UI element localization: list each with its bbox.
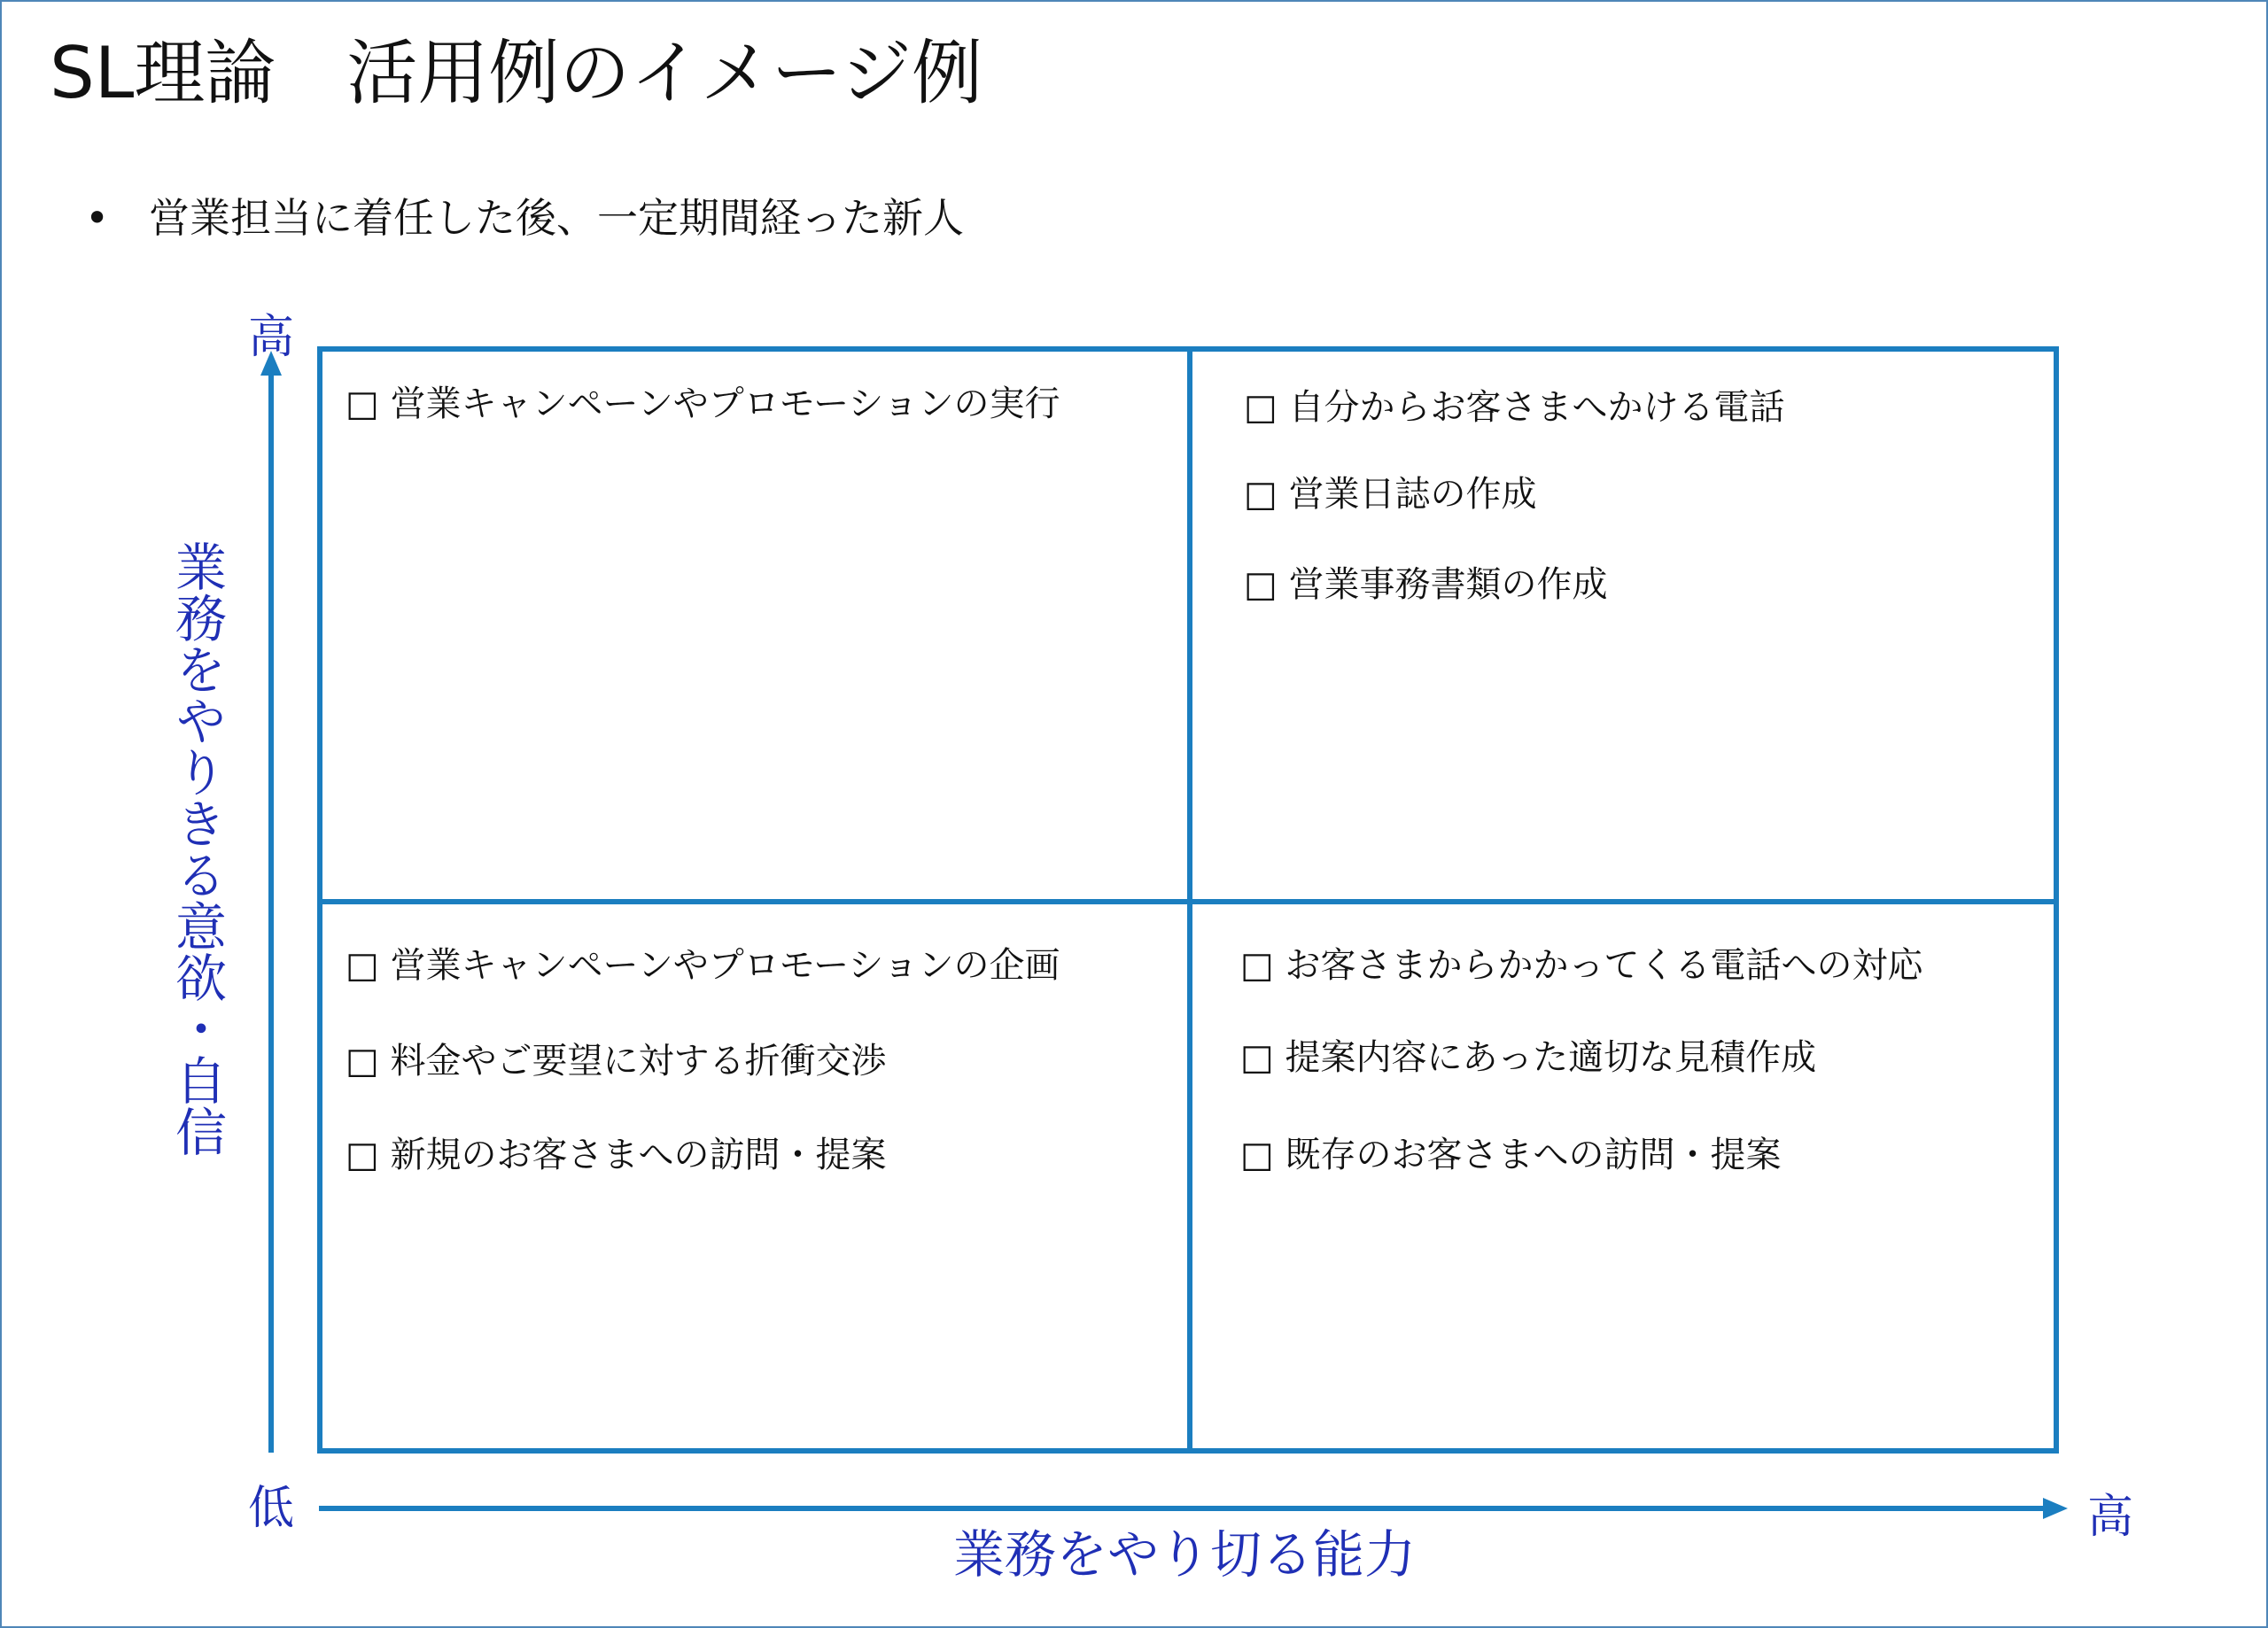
quadrant-top-right: [1244, 384, 1785, 608]
quadrant-bottom-right: [1240, 942, 1923, 1178]
checklist-item: □ 新規のお客さまへの訪問・提案: [346, 1135, 887, 1175]
matrix-horizontal-divider: [317, 899, 2059, 904]
checklist-item: □ 営業キャンペーンやプロモーションの実行: [346, 384, 1060, 424]
checklist-item: □ 提案内容にあった適切な見積作成: [1240, 1037, 1817, 1078]
checklist-item: □ 営業事務書類の作成: [1244, 564, 1608, 605]
checklist-item: □ お客さまからかかってくる電話への対応: [1240, 945, 1923, 986]
checklist-item: □ 料金やご要望に対する折衝交渉: [346, 1041, 887, 1081]
origin-low-label: 低: [248, 1482, 295, 1535]
checklist-item: □ 営業日誌の作成: [1244, 474, 1537, 515]
quadrant-top-left: [346, 381, 1060, 427]
slide-title: SL理論 活用例のイメージ例: [50, 32, 983, 114]
y-axis-high-label: 高: [248, 311, 295, 364]
bullet-mark: •: [85, 194, 110, 242]
checklist-item: □ 既存のお客さまへの訪問・提案: [1240, 1135, 1782, 1175]
x-axis-high-label: 高: [2087, 1491, 2134, 1544]
x-axis-arrowhead: [2043, 1498, 2068, 1519]
checklist-item: □ 自分からお客さまへかける電話: [1244, 387, 1785, 428]
x-axis-title: 業務をやり切る能力: [953, 1524, 1417, 1585]
checklist-item: □ 営業キャンペーンやプロモーションの企画: [346, 945, 1060, 986]
quadrant-bottom-left: [346, 942, 1060, 1178]
bullet-text: 営業担当に着任した後、一定期間経った新人: [149, 194, 964, 242]
y-axis-title: 業務をやりきる意欲・自信: [167, 540, 227, 1157]
